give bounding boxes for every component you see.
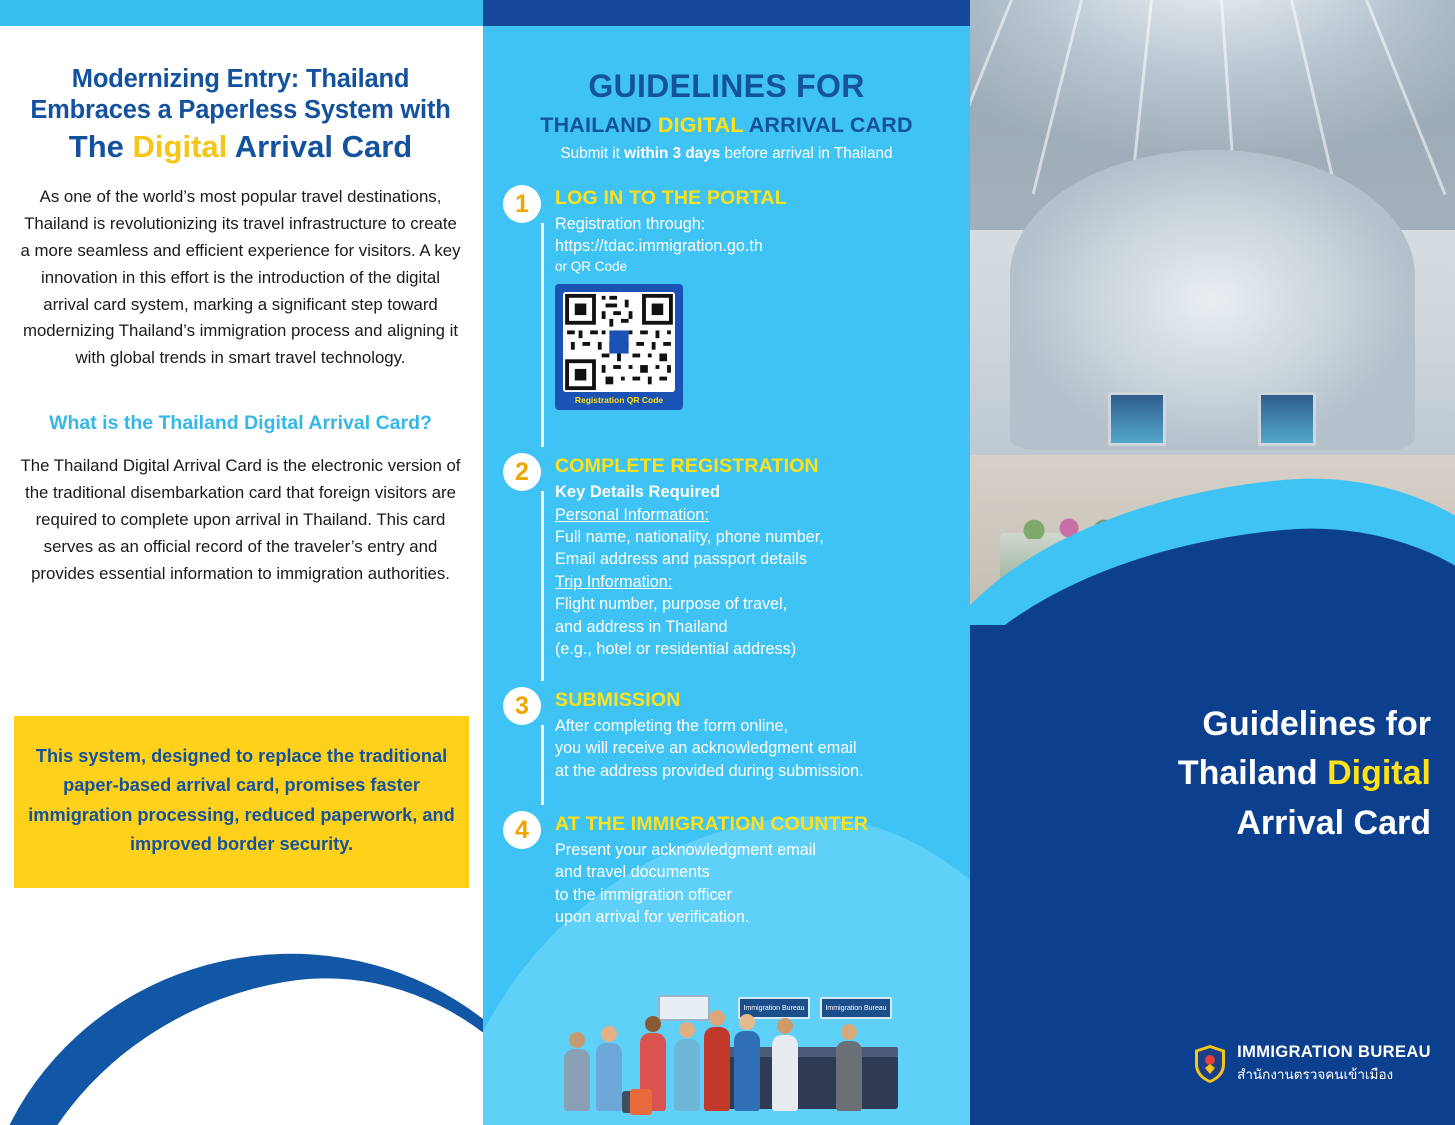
luggage-2 xyxy=(630,1089,652,1115)
middle-panel xyxy=(483,0,970,1125)
airport-terminal-photo xyxy=(970,0,1455,625)
subtitle-arrival-card: ARRIVAL CARD xyxy=(743,113,913,137)
cover-digital: Digital xyxy=(1327,754,1431,793)
step-2-trip-label: Trip Information: xyxy=(555,572,673,591)
step-4-title: AT THE IMMIGRATION COUNTER xyxy=(555,813,869,835)
step-1-text xyxy=(555,213,970,276)
left-content xyxy=(0,26,483,588)
terminal-hall xyxy=(1010,150,1415,450)
steps-list xyxy=(483,185,970,928)
immigration-counter-illustration xyxy=(558,977,908,1117)
step-number-2: 2 xyxy=(503,453,541,491)
logo-text xyxy=(1237,1043,1431,1085)
display-screen-right xyxy=(1258,392,1316,446)
note-prefix: Submit it xyxy=(560,145,625,162)
cover-title xyxy=(970,700,1455,848)
step-2-title: COMPLETE REGISTRATION xyxy=(555,455,819,477)
subtitle-digital: DIGITAL xyxy=(657,113,744,137)
headline-arrival-card: Arrival Card xyxy=(227,129,413,165)
headline-line-3 xyxy=(12,128,469,166)
immigration-officer xyxy=(836,1041,862,1111)
definition-paragraph: The Thailand Digital Arrival Card is the electronic version of the traditional disembarkation card that foreign visitors are required to complete upon arrival in Thailand. This card serves as an official record of the traveler’s entry and provides essential information to immigration authorities. xyxy=(20,456,461,583)
note-suffix: before arrival in Thailand xyxy=(720,145,893,162)
display-screen-left xyxy=(1108,392,1166,446)
step-2-key-details: Key Details Required xyxy=(555,483,721,501)
step-3-body xyxy=(555,687,970,782)
logo-text-th: สำนักงานตรวจคนเข้าเมือง xyxy=(1237,1067,1394,1082)
headline-digital: Digital xyxy=(132,129,228,165)
qr-caption: Registration QR Code xyxy=(574,395,664,406)
guidelines-subtitle xyxy=(483,113,970,138)
step-2-trip-1: Flight number, purpose of travel, xyxy=(555,595,788,614)
traveler-4 xyxy=(674,1039,700,1111)
step-4-line-4: upon arrival for verification. xyxy=(555,908,750,927)
subtitle-thailand: THAILAND xyxy=(540,113,658,137)
step-4-body xyxy=(555,811,970,928)
step-number-1: 1 xyxy=(503,185,541,223)
step-connector-1 xyxy=(541,223,544,447)
note-emphasis: within 3 days xyxy=(624,145,721,162)
headline-line-1: Modernizing Entry: Thailand xyxy=(71,65,410,93)
intro-paragraph: As one of the world’s most popular travel destinations, Thailand is revolutionizing its travel infrastructure to create a more seamless and efficient experience for visitors. A key innovation in this effort is the introduction of the digital arrival card system, marking a significant step toward modernizing Thailand’s immigration process and aligning it with global trends in smart travel technology. xyxy=(20,187,461,368)
submission-note xyxy=(483,145,970,163)
step-3-title: SUBMISSION xyxy=(555,689,681,711)
callout-box xyxy=(14,716,469,888)
logo-text-en: IMMIGRATION BUREAU xyxy=(1237,1043,1431,1061)
step-connector-2 xyxy=(541,491,544,681)
immigration-bureau-logo xyxy=(1193,1043,1431,1085)
step-3-text xyxy=(555,715,970,782)
step-1-body xyxy=(555,185,970,410)
step-2-trip-3: (e.g., hotel or residential address) xyxy=(555,639,797,658)
guidelines-title: GUIDELINES FOR xyxy=(588,68,865,104)
step-number-4: 4 xyxy=(503,811,541,849)
traveler-1 xyxy=(564,1049,590,1111)
step-4 xyxy=(503,811,970,928)
headline-the: The xyxy=(68,129,133,165)
left-panel xyxy=(0,0,483,1125)
step-2 xyxy=(503,453,970,681)
step-1-title: LOG IN TO THE PORTAL xyxy=(555,187,787,209)
step-2-personal-2: Email address and passport details xyxy=(555,550,807,569)
traveler-5 xyxy=(704,1027,730,1111)
step-2-body xyxy=(555,453,970,660)
step-4-line-3: to the immigration officer xyxy=(555,885,732,904)
step-2-personal-label: Personal Information: xyxy=(555,505,709,524)
step-4-text xyxy=(555,839,970,928)
cover-title-line-2 xyxy=(970,749,1431,798)
step-1-portal-url[interactable]: https://tdac.immigration.go.th xyxy=(555,237,763,256)
middle-top-bar xyxy=(483,0,970,26)
cover-title-line-3: Arrival Card xyxy=(1236,803,1431,842)
step-3 xyxy=(503,687,970,805)
page-title xyxy=(12,64,469,166)
qr-code-block[interactable] xyxy=(555,284,683,410)
right-panel xyxy=(970,0,1455,1125)
step-1-line-1: Registration through: xyxy=(555,215,706,233)
step-number-3: 3 xyxy=(503,687,541,725)
shield-icon xyxy=(1193,1044,1227,1084)
immigration-sign-left: Immigration Bureau xyxy=(738,997,810,1019)
step-1 xyxy=(503,185,970,447)
step-2-trip-2: and address in Thailand xyxy=(555,617,728,636)
step-2-text xyxy=(555,481,970,660)
cover-thailand: Thailand xyxy=(1177,754,1328,793)
step-4-line-2: and travel documents xyxy=(555,863,710,882)
headline-line-2: Embraces a Paperless System with xyxy=(30,96,451,125)
step-1-line-3: or QR Code xyxy=(555,258,628,274)
traveler-7 xyxy=(772,1035,798,1111)
qr-code-svg xyxy=(563,292,675,392)
kiosk-icon xyxy=(658,995,710,1021)
step-3-line-1: After completing the form online, xyxy=(555,717,789,735)
step-3-line-3: at the address provided during submission. xyxy=(555,761,864,780)
step-4-line-1: Present your acknowledgment email xyxy=(555,841,816,859)
section-subheading: What is the Thailand Digital Arrival Card? xyxy=(49,412,432,435)
middle-content xyxy=(483,26,970,934)
step-3-line-2: you will receive an acknowledgment email xyxy=(555,739,857,758)
traveler-6 xyxy=(734,1031,760,1111)
step-connector-3 xyxy=(541,725,544,805)
cover-title-line-1: Guidelines for xyxy=(1202,705,1431,743)
left-top-bar xyxy=(0,0,483,26)
immigration-sign-right: Immigration Bureau xyxy=(820,997,892,1019)
qr-code-image[interactable] xyxy=(563,292,675,392)
callout-text: This system, designed to replace the traditional paper-based arrival card, promises faster immigration processing, reduced paperwork, and improved border security. xyxy=(28,746,455,855)
step-2-personal-1: Full name, nationality, phone number, xyxy=(555,528,824,547)
traveler-2 xyxy=(596,1043,622,1111)
